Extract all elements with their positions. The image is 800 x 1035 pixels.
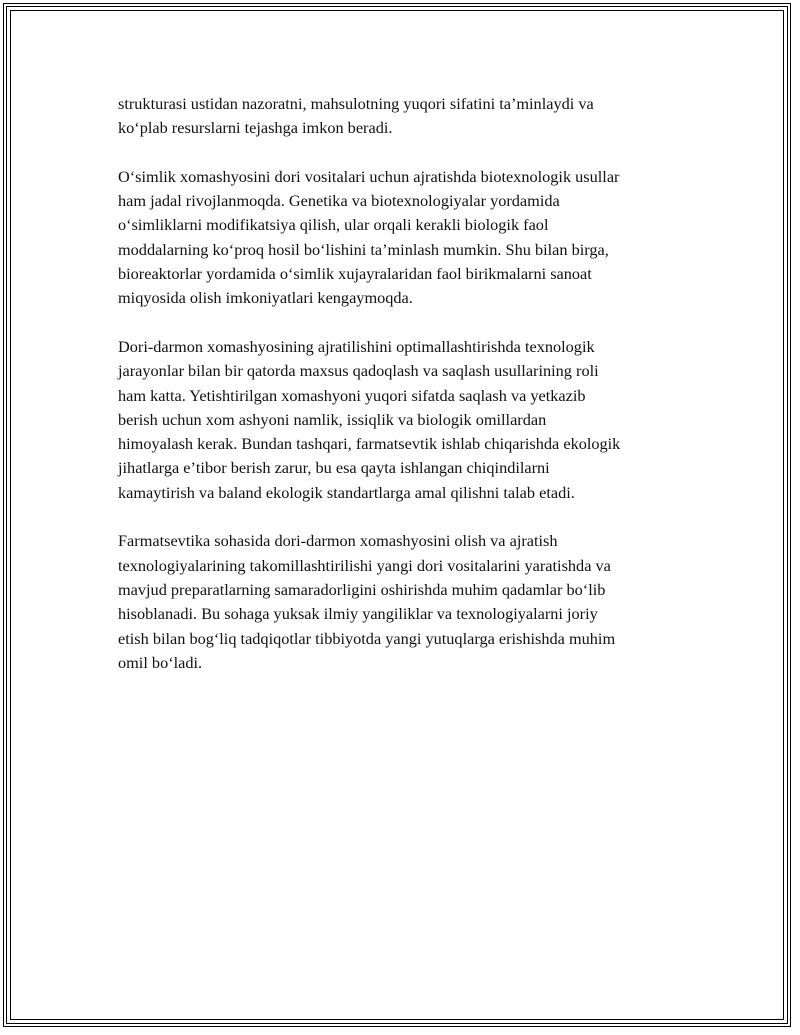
paragraph-4: Farmatsevtika sohasida dori-darmon xomashyosini olish va ajratish texnologiyalarining takomillashtirilishi yangi dori vositalarini yaratishda va mavjud preparatlarning samaradorligini oshirishda muhim qadamlar boʻlib hisoblanadi. Bu sohaga yuksak ilmiy yangiliklar va texnologiyalarni joriy etish bilan bogʻliq tadqiqotlar tibbiyotda yangi yutuqlarga erishishda muhim omil boʻladi. xyxy=(118,531,616,672)
paragraph-3: Dori-darmon xomashyosining ajratilishini optimallashtirishda texnologik jarayonlar bilan bir qatorda maxsus qadoqlash va saqlash usullarining roli ham katta. Yetishtirilgan xomashyoni yuqori sifatda saqlash va yetkazib berish uchun xom ashyoni namlik, issiqlik va biologik omillardan himoyalash kerak. Bundan tashqari, farmatsevtik ishlab chiqarishda ekologik jihatlarga eʼtibor berish zarur, bu esa qayta ishlangan chiqindilarni kamaytirish va baland ekologik standartlarga amal qilishni talab etadi. xyxy=(118,336,621,502)
paragraph-1: strukturasi ustidan nazoratni, mahsulotning yuqori sifatini taʼminlaydi va koʻplab resurslarni tejashga imkon beradi. xyxy=(118,94,594,138)
document-body xyxy=(118,92,698,699)
paragraph-2: Oʻsimlik xomashyosini dori vositalari uchun ajratishda biotexnologik usullar ham jadal rivojlanmoqda. Genetika va biotexnologiyalar yordamida oʻsimliklarni modifikatsiya qilish, ular orqali kerakli biologik faol moddalarning koʻproq hosil boʻlishini taʼminlash mumkin. Shu bilan birga, bioreaktorlar yordamida oʻsimlik xujayralaridan faol birikmalarni sanoat miqyosida olish imkoniyatlari kengaymoqda. xyxy=(118,166,620,308)
